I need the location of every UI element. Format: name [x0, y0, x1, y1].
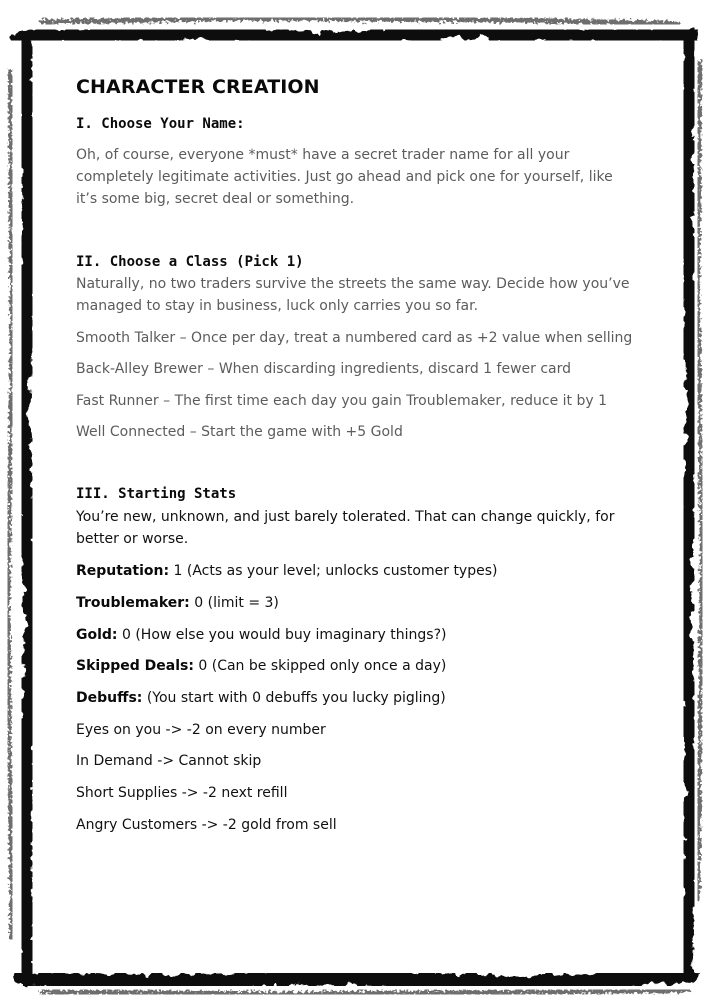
stat-gold	[76, 624, 446, 646]
stat-label: Debuffs:	[76, 690, 143, 706]
stat-value: 1 (Acts as your level; unlocks customer types)	[169, 563, 498, 579]
stat-label: Skipped Deals:	[76, 658, 194, 674]
class-option-fast-runner: Fast Runner – The first time each day you gain Troublemaker, reduce it by 1	[76, 393, 608, 409]
class-option-back-alley-brewer: Back-Alley Brewer – When discarding ingredients, discard 1 fewer card	[76, 361, 572, 377]
section-1-heading: I. Choose Your Name:	[76, 116, 245, 132]
section-2-intro: Naturally, no two traders survive the streets the same way. Decide how you’ve managed to stay in business, luck only carries you so far.	[76, 276, 630, 314]
stat-troublemaker	[76, 592, 279, 614]
debuff-short-supplies: Short Supplies -> -2 next refill	[76, 785, 288, 801]
stat-reputation	[76, 560, 497, 582]
stat-label: Troublemaker:	[76, 595, 190, 611]
debuff-angry-customers: Angry Customers -> -2 gold from sell	[76, 817, 337, 833]
debuff-in-demand: In Demand -> Cannot skip	[76, 753, 262, 769]
stat-label: Gold:	[76, 627, 118, 643]
section-3-intro: You’re new, unknown, and just barely tolerated. That can change quickly, for better or worse.	[76, 509, 615, 547]
debuff-eyes-on-you: Eyes on you -> -2 on every number	[76, 722, 326, 738]
stat-value: (You start with 0 debuffs you lucky pigling)	[142, 690, 446, 706]
class-option-smooth-talker: Smooth Talker – Once per day, treat a numbered card as +2 value when selling	[76, 330, 633, 346]
stat-value: 0 (limit = 3)	[189, 595, 279, 611]
section-2-heading: II. Choose a Class (Pick 1)	[76, 254, 304, 270]
section-3-heading: III. Starting Stats	[76, 486, 237, 502]
section-1-body: Oh, of course, everyone *must* have a secret trader name for all your completely legitimate activities. Just go ahead and pick one for yourself, like it’s some big, secret deal or something.	[76, 147, 613, 207]
stat-value: 0 (How else you would buy imaginary things?)	[117, 627, 447, 643]
stat-value: 0 (Can be skipped only once a day)	[193, 658, 447, 674]
stat-label: Reputation:	[76, 563, 170, 579]
stat-skipped-deals	[76, 655, 446, 677]
class-option-well-connected: Well Connected – Start the game with +5 Gold	[76, 424, 403, 440]
page-title: CHARACTER CREATION	[76, 76, 320, 98]
stat-debuffs	[76, 687, 446, 709]
